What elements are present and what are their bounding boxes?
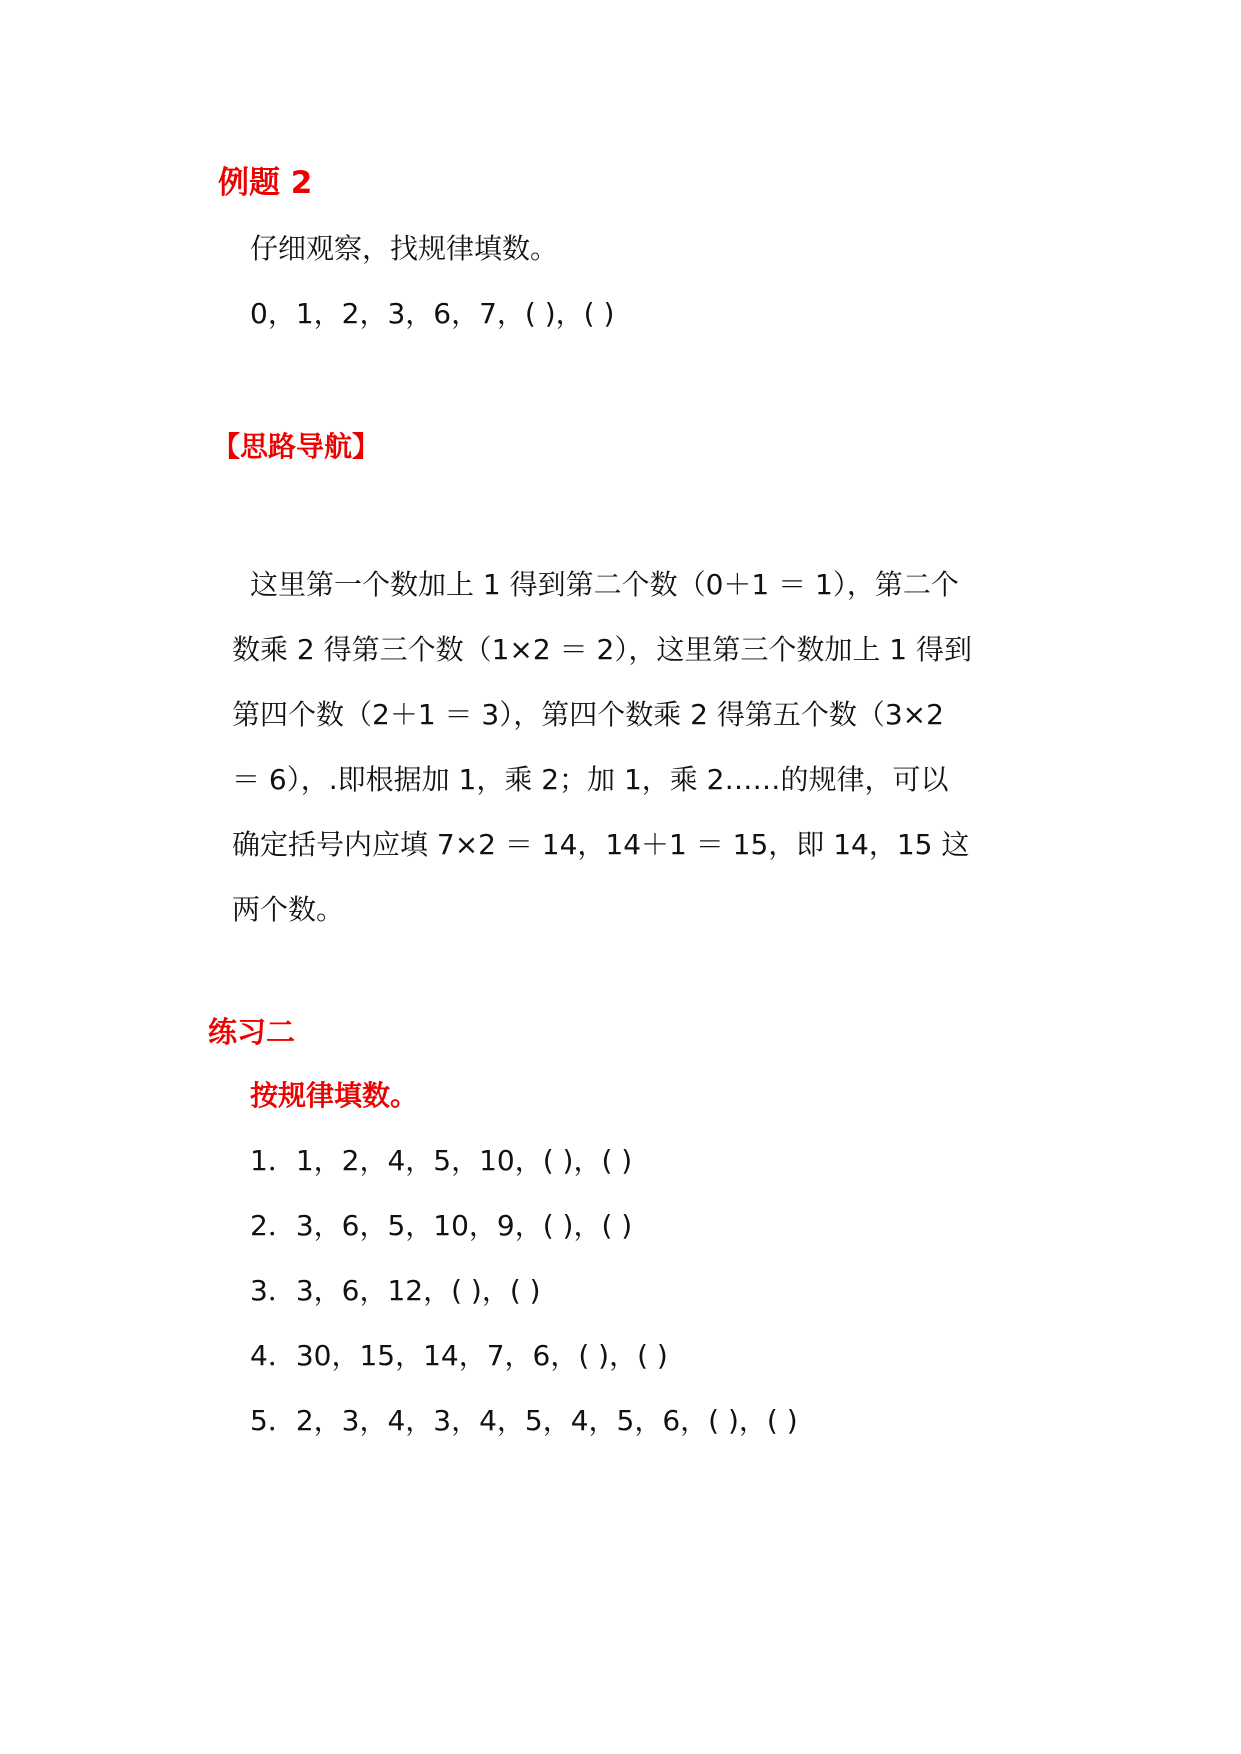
example-sequence: 0，1，2，3，6，7，( )，( ) bbox=[250, 297, 615, 330]
practice-title: 练习二 bbox=[208, 1015, 296, 1049]
practice-item: 1．1，2，4，5，10，( )，( ) bbox=[250, 1144, 633, 1177]
example-title: 例题 2 bbox=[218, 165, 313, 201]
example-instruction: 仔细观察，找规律填数。 bbox=[250, 232, 559, 265]
analysis-paragraph: 这里第一个数加上 1 得到第二个数（0＋1 ＝ 1），第二个数乘 2 得第三个数（1×2 ＝ 2），这里第三个数加上 1 得到第四个数（2＋1 ＝ 3），第四个数乘 2 得第五个数（3×2 ＝ 6），.即根据加 1，乘 2；加 1，乘 2……的规律，可以确定括号内应填 7×2 ＝ 14，14＋1 ＝ 15，即 14，15 这两个数。 bbox=[232, 568, 972, 926]
practice-item: 3．3，6，12，( )，( ) bbox=[250, 1274, 541, 1307]
practice-item: 4．30，15，14，7，6，( )，( ) bbox=[250, 1339, 668, 1372]
practice-item: 5．2，3，4，3，4，5，4，5，6，( )，( ) bbox=[250, 1404, 798, 1437]
practice-subtitle: 按规律填数。 bbox=[250, 1079, 419, 1112]
practice-item: 2．3，6，5，10，9，( )，( ) bbox=[250, 1209, 633, 1242]
analysis-title: 【思路导航】 bbox=[212, 430, 381, 463]
